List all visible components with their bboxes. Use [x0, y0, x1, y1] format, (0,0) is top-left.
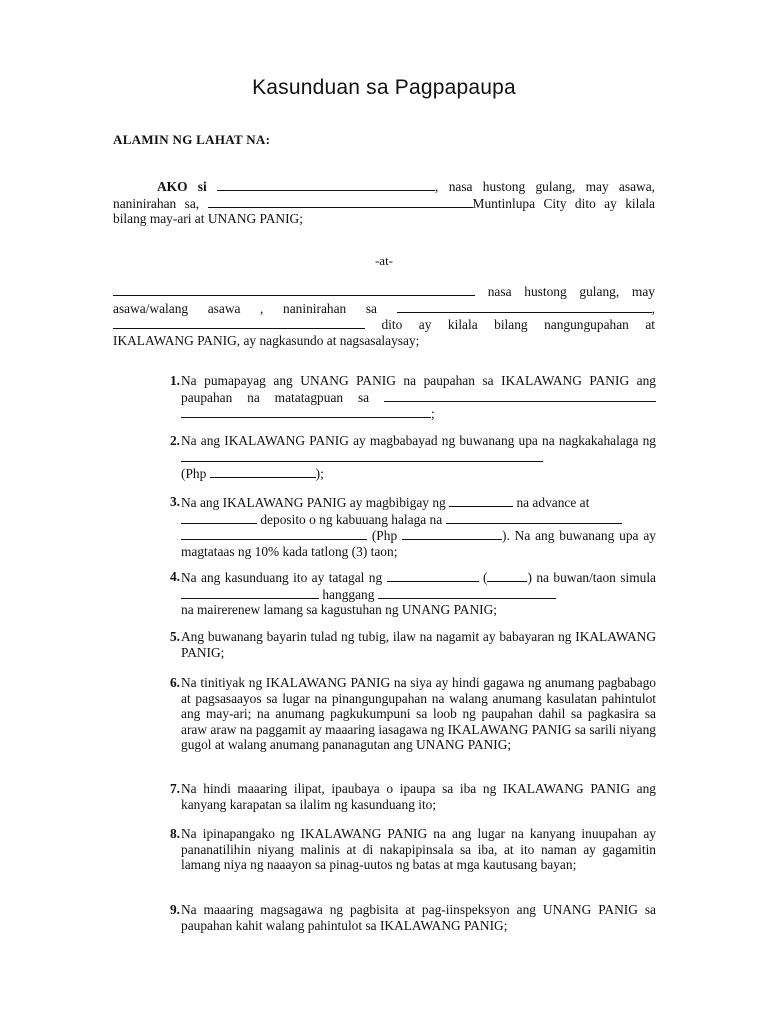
term-number: 6. — [169, 675, 180, 690]
term-number: 4. — [169, 569, 180, 584]
term-text: na advance at — [516, 495, 590, 510]
term-number: 3. — [169, 494, 180, 509]
party2-text2: , — [651, 300, 655, 316]
term-text: Na ang IKALAWANG PANIG ay magbibigay ng — [181, 495, 446, 510]
document-heading: ALAMIN NG LAHAT NA: — [113, 132, 271, 147]
name-blank — [113, 283, 475, 296]
term-text: ). Na ang buwanang upa ay magtataas ng 10% kada tatlong (3) taon; — [181, 528, 656, 559]
separator: -at- — [374, 253, 394, 268]
term-text: Na maaaring magsagawa ng pagbisita at pag-iinspeksyon ang UNANG PANIG sa paupahan kahit walang pahintulot sa IKALAWANG PANIG; — [181, 902, 656, 933]
blank-line — [181, 405, 431, 418]
term-number: 5. — [169, 629, 180, 644]
term-text: Na ang kasunduang ito ay tatagal ng — [181, 570, 383, 585]
name-blank — [217, 178, 435, 191]
term-number: 1. — [169, 373, 180, 388]
party1-lead: AKO si — [157, 179, 207, 194]
blank-line — [384, 389, 656, 402]
term-text: Na ipinapangako ng IKALAWANG PANIG na ang lugar na kanyang inuupahan ay pananatilihin niyang malinis at di nakapipinsala sa iba, at ito naman ay gagamitin lamang niya ng naaayon sa pinag-uutos ng batas at mga kautusang bayan; — [181, 826, 656, 872]
blank-line — [378, 586, 556, 599]
blank-line — [181, 586, 319, 599]
blank-line — [181, 449, 543, 462]
term-text: deposito o ng kabuuang halaga na — [260, 511, 443, 527]
document-title: Kasunduan sa Pagpapaupa — [252, 76, 516, 99]
term-text: Na hindi maaaring ilipat, ipaubaya o ipaupa sa iba ng IKALAWANG PANIG ang kanyang karapatan sa ilalim ng kasunduang ito; — [181, 781, 656, 812]
blank-line — [487, 569, 527, 582]
party2-paragraph — [113, 283, 655, 348]
term-number: 9. — [169, 902, 180, 917]
term-text: Na tinitiyak ng IKALAWANG PANIG na siya ay hindi gagawa ng anumang pagbabago at pagsasaayos sa lugar na pinangungupahan na walang anumang kasulatan pahintulot ang may-ari; na anumang pagkukumpuni sa loob ng paupahan dahil sa pagkasira sa araw araw na paggamit ay maaaring iasagawa ng IKALAWANG PANIG sa sarili niyang gugol at walang anumang pananagutan ang UNANG PANIG; — [181, 675, 656, 752]
term-text: ( — [483, 570, 488, 585]
term-text: ; — [431, 406, 435, 421]
term-text: Ang buwanang bayarin tulad ng tubig, ilaw na nagamit ay babayaran ng IKALAWANG PANIG; — [181, 629, 656, 660]
address-blank — [208, 195, 473, 208]
term-number: 2. — [169, 433, 180, 448]
party1-text1: , nasa hustong gulang, may asawa, naninirahan sa, — [113, 179, 655, 211]
term-text: ); — [315, 466, 324, 481]
term-text: hanggang — [322, 586, 375, 602]
blank-line — [210, 465, 316, 478]
term-number: 7. — [169, 781, 180, 796]
term-text: (Php — [181, 466, 207, 481]
term-text: na mairerenew lamang sa kagustuhan ng UNANG PANIG; — [181, 602, 497, 617]
party2-text3: dito ay kilala bilang nangungupahan at IKALAWANG PANIG, ay nagkasundo at nagsasalaysay; — [113, 317, 655, 348]
blank-line — [449, 494, 513, 507]
blank-line — [181, 527, 367, 540]
blank-line — [387, 569, 479, 582]
address-blank — [397, 300, 652, 313]
term-text: Na pumapayag ang UNANG PANIG na paupahan sa IKALAWANG PANIG ang paupahan na matatagpuan sa — [181, 373, 656, 405]
term-number: 8. — [169, 826, 180, 841]
party1-paragraph — [113, 178, 655, 227]
blank-line — [402, 527, 502, 540]
address-blank — [113, 316, 365, 329]
term-text: (Php — [371, 528, 398, 543]
term-text: Na ang IKALAWANG PANIG ay magbabayad ng buwanang upa na nagkakahalaga ng — [181, 433, 656, 448]
blank-line — [181, 511, 257, 524]
party1-text2: Muntinlupa City dito ay kilala bilang may-ari at UNANG PANIG; — [113, 195, 655, 226]
blank-line — [446, 511, 622, 524]
term-text: ) na buwan/taon simula — [527, 570, 656, 585]
party2-text1: nasa hustong gulang, may asawa/walang asawa , naninirahan sa — [113, 284, 655, 316]
